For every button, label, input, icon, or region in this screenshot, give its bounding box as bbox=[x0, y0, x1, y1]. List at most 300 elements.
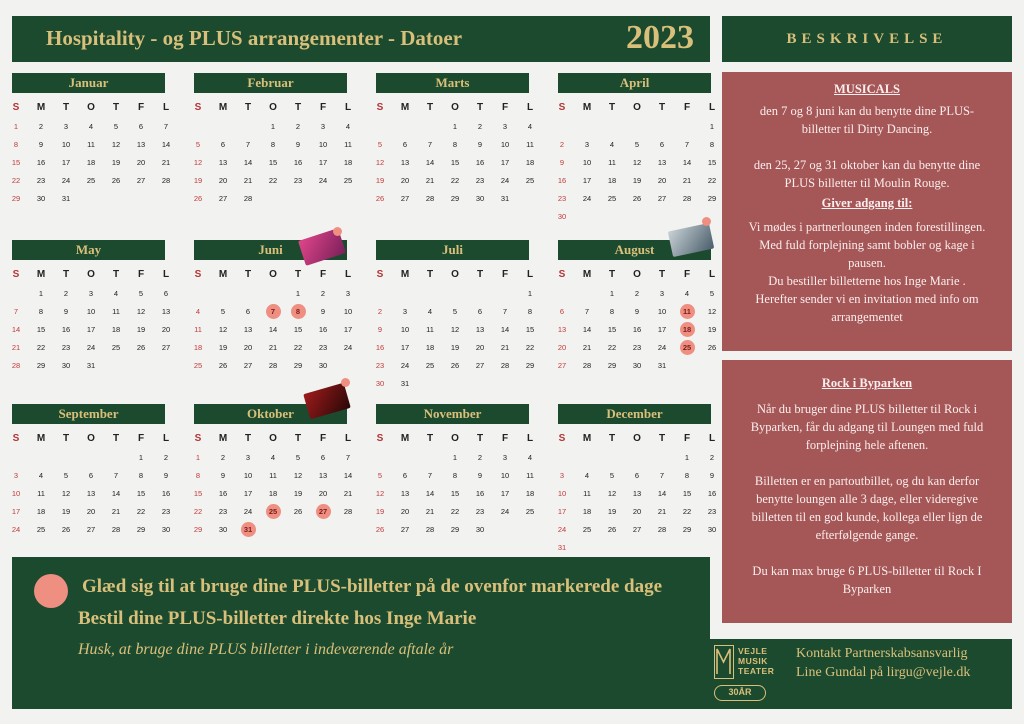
panel-text: den 25, 27 og 31 oktober kan du benytte dine PLUS billetter til Moulin Rouge. bbox=[753, 158, 981, 190]
weekday-label: T bbox=[608, 433, 616, 444]
calendar-day: 21 bbox=[243, 176, 253, 185]
calendar-day: 19 bbox=[111, 158, 121, 167]
calendar-day: 17 bbox=[400, 343, 410, 352]
month-may bbox=[11, 240, 171, 396]
calendar-day: 4 bbox=[345, 122, 351, 131]
weekday-label: T bbox=[658, 269, 666, 280]
month-name: Juli bbox=[376, 240, 529, 260]
calendar-day: 6 bbox=[659, 140, 665, 149]
calendar-day: 21 bbox=[682, 176, 692, 185]
calendar-day: 28 bbox=[500, 361, 510, 370]
weekday-label: O bbox=[451, 433, 459, 444]
calendar-day: 19 bbox=[193, 176, 203, 185]
calendar-day: 9 bbox=[163, 471, 169, 480]
calendar-day: 8 bbox=[270, 140, 276, 149]
calendar-day: 25 bbox=[111, 343, 121, 352]
calendar-day: 14 bbox=[500, 325, 510, 334]
calendar-day: 4 bbox=[527, 122, 533, 131]
calendar-day: 12 bbox=[607, 489, 617, 498]
weekday-label: T bbox=[608, 102, 616, 113]
weekday-label: F bbox=[319, 102, 327, 113]
month-oktober bbox=[193, 404, 353, 560]
calendar-day: 26 bbox=[293, 507, 303, 516]
calendar-day: 25 bbox=[425, 361, 435, 370]
calendar-day: 16 bbox=[557, 176, 567, 185]
calendar-day: 7 bbox=[584, 307, 590, 316]
weekday-label: T bbox=[294, 269, 302, 280]
calendar-day: 13 bbox=[243, 325, 253, 334]
calendar-day: 13 bbox=[161, 307, 171, 316]
calendar-day: 20 bbox=[218, 176, 228, 185]
calendar-day: 22 bbox=[11, 176, 21, 185]
calendar-day: 5 bbox=[377, 471, 383, 480]
calendar-day: 21 bbox=[425, 507, 435, 516]
calendar-day: 28 bbox=[343, 507, 353, 516]
panel-heading: MUSICALS bbox=[834, 82, 900, 96]
calendar-day: 10 bbox=[343, 307, 353, 316]
calendar-day: 27 bbox=[136, 176, 146, 185]
day-grid bbox=[193, 450, 353, 560]
calendar-day: 14 bbox=[161, 140, 171, 149]
calendar-day: 24 bbox=[61, 176, 71, 185]
calendar-day: 24 bbox=[500, 507, 510, 516]
calendar-day: 19 bbox=[293, 489, 303, 498]
month-marts bbox=[375, 73, 535, 229]
day-grid bbox=[557, 286, 717, 396]
calendar-day: 3 bbox=[559, 471, 565, 480]
calendar-day: 31 bbox=[500, 194, 510, 203]
contact-box bbox=[710, 639, 1012, 709]
calendar-day: 8 bbox=[138, 471, 144, 480]
calendar-day: 21 bbox=[425, 176, 435, 185]
calendar-day: 17 bbox=[318, 158, 328, 167]
calendar-day: 14 bbox=[657, 489, 667, 498]
calendar-day: 23 bbox=[475, 507, 485, 516]
calendar-day: 28 bbox=[268, 361, 278, 370]
calendar-day: 22 bbox=[450, 507, 460, 516]
calendar-day: 13 bbox=[400, 489, 410, 498]
calendar-day: 6 bbox=[402, 140, 408, 149]
weekday-header bbox=[558, 430, 716, 450]
calendar-day: 1 bbox=[709, 122, 715, 131]
calendar-day: 18 bbox=[525, 158, 535, 167]
calendar-day: 27 bbox=[475, 361, 485, 370]
calendar-day: 16 bbox=[707, 489, 717, 498]
calendar-day: 17 bbox=[582, 176, 592, 185]
calendar-day: 2 bbox=[377, 307, 383, 316]
calendar-day: 22 bbox=[682, 507, 692, 516]
calendar-day: 16 bbox=[36, 158, 46, 167]
weekday-label: L bbox=[344, 433, 352, 444]
calendar-day: 3 bbox=[659, 289, 665, 298]
weekday-label: T bbox=[112, 433, 120, 444]
calendar-day: 17 bbox=[343, 325, 353, 334]
calendar-day: 15 bbox=[11, 158, 21, 167]
calendar-day: 27 bbox=[86, 525, 96, 534]
day-grid bbox=[557, 450, 717, 560]
calendar-day: 9 bbox=[559, 158, 565, 167]
calendar-day: 15 bbox=[193, 489, 203, 498]
calendar-day: 22 bbox=[268, 176, 278, 185]
weekday-label: M bbox=[36, 102, 46, 113]
calendar-day: 9 bbox=[220, 471, 226, 480]
calendar-day: 7 bbox=[684, 140, 690, 149]
calendar-day: 18 bbox=[268, 489, 278, 498]
weekday-label: S bbox=[376, 433, 384, 444]
highlighted-day: 31 bbox=[241, 522, 256, 537]
calendar-day: 21 bbox=[268, 343, 278, 352]
calendar-day: 24 bbox=[657, 343, 667, 352]
weekday-label: S bbox=[194, 433, 202, 444]
calendar-day: 4 bbox=[195, 307, 201, 316]
calendar-day: 17 bbox=[557, 507, 567, 516]
calendar-day: 13 bbox=[657, 158, 667, 167]
weekday-label: L bbox=[162, 102, 170, 113]
calendar-day: 18 bbox=[525, 489, 535, 498]
calendar-day: 2 bbox=[709, 453, 715, 462]
calendar-day: 8 bbox=[195, 471, 201, 480]
calendar-day: 11 bbox=[526, 140, 534, 149]
calendar-day: 16 bbox=[475, 489, 485, 498]
calendar-day: 19 bbox=[375, 507, 385, 516]
calendar-day: 13 bbox=[218, 158, 228, 167]
calendar-day: 25 bbox=[607, 194, 617, 203]
calendar-day: 3 bbox=[402, 307, 408, 316]
calendar-day: 3 bbox=[502, 122, 508, 131]
calendar-day: 1 bbox=[609, 289, 615, 298]
calendar-day: 13 bbox=[400, 158, 410, 167]
calendar-day: 11 bbox=[608, 158, 616, 167]
calendar-day: 13 bbox=[632, 489, 642, 498]
calendar-day: 3 bbox=[345, 289, 351, 298]
calendar-day: 19 bbox=[632, 176, 642, 185]
calendar-day: 1 bbox=[195, 453, 201, 462]
calendar-day: 31 bbox=[657, 361, 667, 370]
calendar-day: 29 bbox=[193, 525, 203, 534]
calendar-day: 10 bbox=[557, 489, 567, 498]
calendar-day: 27 bbox=[400, 525, 410, 534]
weekday-label: L bbox=[708, 102, 716, 113]
calendar-day: 5 bbox=[709, 289, 715, 298]
calendar-day: 29 bbox=[36, 361, 46, 370]
weekday-header bbox=[376, 430, 534, 450]
calendar-day: 4 bbox=[88, 122, 94, 131]
calendar-day: 30 bbox=[61, 361, 71, 370]
weekday-label: M bbox=[582, 269, 592, 280]
calendar-day: 12 bbox=[375, 158, 385, 167]
weekday-label: M bbox=[400, 269, 410, 280]
calendar-day: 19 bbox=[218, 343, 228, 352]
calendar-day: 30 bbox=[632, 361, 642, 370]
marker-dot-icon bbox=[34, 574, 68, 608]
calendar-day: 27 bbox=[557, 361, 567, 370]
calendar-day: 18 bbox=[343, 158, 353, 167]
calendar-day: 2 bbox=[38, 122, 44, 131]
calendar-day: 22 bbox=[450, 176, 460, 185]
calendar-day: 19 bbox=[707, 325, 717, 334]
calendar-day: 16 bbox=[218, 489, 228, 498]
calendar-day: 2 bbox=[634, 289, 640, 298]
calendar-day: 3 bbox=[502, 453, 508, 462]
weekday-label: T bbox=[294, 102, 302, 113]
calendar-day: 8 bbox=[609, 307, 615, 316]
calendar-day: 4 bbox=[113, 289, 119, 298]
calendar-day: 6 bbox=[138, 122, 144, 131]
calendar-day: 24 bbox=[400, 361, 410, 370]
calendar-day: 31 bbox=[86, 361, 96, 370]
weekday-label: F bbox=[319, 269, 327, 280]
calendar-day: 12 bbox=[61, 489, 71, 498]
weekday-label: S bbox=[558, 102, 566, 113]
weekday-label: L bbox=[344, 269, 352, 280]
highlighted-day: 27 bbox=[316, 504, 331, 519]
weekday-label: M bbox=[582, 102, 592, 113]
calendar-day: 23 bbox=[557, 194, 567, 203]
weekday-label: F bbox=[501, 269, 509, 280]
weekday-label: T bbox=[62, 433, 70, 444]
calendar-day: 2 bbox=[477, 122, 483, 131]
calendar-day: 1 bbox=[452, 453, 458, 462]
calendar-day: 29 bbox=[136, 525, 146, 534]
calendar-day: 28 bbox=[582, 361, 592, 370]
weekday-label: T bbox=[244, 102, 252, 113]
calendar-day: 29 bbox=[11, 194, 21, 203]
calendar-day: 5 bbox=[113, 122, 119, 131]
month-name: August bbox=[558, 240, 711, 260]
calendar-day: 20 bbox=[557, 343, 567, 352]
calendar-day: 21 bbox=[11, 343, 21, 352]
weekday-label: L bbox=[708, 433, 716, 444]
weekday-label: S bbox=[376, 269, 384, 280]
calendar-day: 15 bbox=[36, 325, 46, 334]
calendar-day: 16 bbox=[293, 158, 303, 167]
calendar-day: 7 bbox=[345, 453, 351, 462]
month-name: May bbox=[12, 240, 165, 260]
calendar-day: 10 bbox=[657, 307, 667, 316]
calendar-day: 8 bbox=[709, 140, 715, 149]
calendar-day: 10 bbox=[11, 489, 21, 498]
calendar-day: 28 bbox=[111, 525, 121, 534]
weekday-label: F bbox=[319, 433, 327, 444]
calendar-day: 9 bbox=[709, 471, 715, 480]
calendar-day: 1 bbox=[138, 453, 144, 462]
calendar-day: 5 bbox=[377, 140, 383, 149]
calendar-day: 24 bbox=[11, 525, 21, 534]
weekday-header bbox=[194, 99, 352, 119]
calendar-day: 30 bbox=[375, 379, 385, 388]
day-grid bbox=[11, 286, 171, 396]
calendar-day: 20 bbox=[318, 489, 328, 498]
weekday-label: T bbox=[244, 433, 252, 444]
weekday-label: T bbox=[426, 102, 434, 113]
calendar-day: 14 bbox=[11, 325, 21, 334]
calendar-day: 4 bbox=[427, 307, 433, 316]
calendar-day: 23 bbox=[475, 176, 485, 185]
weekday-label: F bbox=[137, 433, 145, 444]
weekday-label: S bbox=[558, 433, 566, 444]
calendar-day: 2 bbox=[63, 289, 69, 298]
calendar-day: 26 bbox=[193, 194, 203, 203]
weekday-label: F bbox=[501, 102, 509, 113]
panel-heading: Rock i Byparken bbox=[821, 376, 913, 390]
calendar-day: 21 bbox=[582, 343, 592, 352]
logo-text: VEJLE MUSIK TEATER bbox=[738, 646, 775, 676]
weekday-label: S bbox=[376, 102, 384, 113]
weekday-label: L bbox=[162, 433, 170, 444]
title-bar bbox=[12, 16, 710, 62]
calendar-day: 21 bbox=[161, 158, 171, 167]
calendar-day: 5 bbox=[195, 140, 201, 149]
calendar-day: 7 bbox=[427, 140, 433, 149]
calendar-day: 4 bbox=[527, 453, 533, 462]
weekday-label: M bbox=[218, 269, 228, 280]
calendar-day: 8 bbox=[38, 307, 44, 316]
calendar-day: 16 bbox=[475, 158, 485, 167]
month-februar bbox=[193, 73, 353, 229]
calendar-day: 5 bbox=[63, 471, 69, 480]
weekday-label: T bbox=[112, 102, 120, 113]
calendar-day: 7 bbox=[113, 471, 119, 480]
calendar-day: 20 bbox=[632, 507, 642, 516]
contact-line-2: Line Gundal på lirgu@vejle.dk bbox=[796, 665, 971, 680]
calendar-day: 18 bbox=[86, 158, 96, 167]
calendar-day: 21 bbox=[111, 507, 121, 516]
calendar-day: 8 bbox=[527, 307, 533, 316]
calendar-day: 31 bbox=[61, 194, 71, 203]
calendar-day: 26 bbox=[450, 361, 460, 370]
calendar-day: 30 bbox=[218, 525, 228, 534]
calendar-day: 3 bbox=[320, 122, 326, 131]
day-grid bbox=[11, 450, 171, 560]
calendar-day: 27 bbox=[400, 194, 410, 203]
calendar-day: 15 bbox=[136, 489, 146, 498]
calendar-day: 17 bbox=[243, 489, 253, 498]
calendar-day: 1 bbox=[295, 289, 301, 298]
calendar-day: 23 bbox=[375, 361, 385, 370]
calendar-day: 7 bbox=[502, 307, 508, 316]
calendar-day: 19 bbox=[375, 176, 385, 185]
weekday-label: O bbox=[451, 102, 459, 113]
calendar-day: 23 bbox=[161, 507, 171, 516]
calendar-day: 27 bbox=[243, 361, 253, 370]
calendar-day: 8 bbox=[452, 471, 458, 480]
weekday-header bbox=[12, 430, 170, 450]
calendar-day: 1 bbox=[684, 453, 690, 462]
calendar-day: 22 bbox=[136, 507, 146, 516]
calendar-day: 26 bbox=[375, 194, 385, 203]
calendar-day: 20 bbox=[161, 325, 171, 334]
day-grid bbox=[557, 119, 717, 229]
calendar-day: 27 bbox=[632, 525, 642, 534]
highlighted-day: 25 bbox=[680, 340, 695, 355]
contact-line-1: Kontakt Partnerskabsansvarlig bbox=[796, 646, 968, 661]
weekday-label: O bbox=[87, 102, 95, 113]
weekday-label: T bbox=[476, 433, 484, 444]
calendar-day: 17 bbox=[86, 325, 96, 334]
calendar-day: 12 bbox=[218, 325, 228, 334]
calendar-day: 29 bbox=[450, 194, 460, 203]
calendar-day: 11 bbox=[112, 307, 120, 316]
calendar-day: 7 bbox=[163, 122, 169, 131]
calendar-day: 23 bbox=[318, 343, 328, 352]
calendar-day: 9 bbox=[477, 140, 483, 149]
weekday-header bbox=[376, 266, 534, 286]
weekday-label: O bbox=[87, 433, 95, 444]
calendar-day: 25 bbox=[582, 525, 592, 534]
calendar-day: 15 bbox=[525, 325, 535, 334]
calendar-day: 6 bbox=[163, 289, 169, 298]
calendar-day: 19 bbox=[61, 507, 71, 516]
calendar-day: 28 bbox=[161, 176, 171, 185]
weekday-label: F bbox=[137, 269, 145, 280]
calendar-day: 8 bbox=[452, 140, 458, 149]
weekday-label: T bbox=[658, 433, 666, 444]
weekday-label: M bbox=[218, 433, 228, 444]
bottom-line-3: Husk, at bruge dine PLUS billetter i indeværende aftale år bbox=[78, 641, 454, 658]
calendar-day: 22 bbox=[525, 343, 535, 352]
calendar-day: 12 bbox=[375, 489, 385, 498]
calendar-day: 23 bbox=[632, 343, 642, 352]
day-grid bbox=[193, 286, 353, 396]
calendar-day: 8 bbox=[13, 140, 19, 149]
calendar-day: 18 bbox=[582, 507, 592, 516]
calendar-day: 2 bbox=[320, 289, 326, 298]
weekday-label: T bbox=[476, 102, 484, 113]
calendar-day: 10 bbox=[582, 158, 592, 167]
calendar-day: 12 bbox=[632, 158, 642, 167]
calendar-day: 18 bbox=[607, 176, 617, 185]
calendar-day: 24 bbox=[318, 176, 328, 185]
calendar-day: 12 bbox=[293, 471, 303, 480]
page-title: Hospitality - og PLUS arrangementer - Datoer bbox=[46, 26, 463, 50]
calendar-day: 2 bbox=[477, 453, 483, 462]
calendar-day: 31 bbox=[400, 379, 410, 388]
calendar-day: 15 bbox=[682, 489, 692, 498]
calendar-day: 17 bbox=[61, 158, 71, 167]
calendar-day: 3 bbox=[584, 140, 590, 149]
calendar-day: 28 bbox=[682, 194, 692, 203]
calendar-day: 14 bbox=[268, 325, 278, 334]
calendar-day: 16 bbox=[61, 325, 71, 334]
day-grid bbox=[375, 119, 535, 229]
calendar-day: 7 bbox=[427, 471, 433, 480]
calendar-day: 19 bbox=[607, 507, 617, 516]
month-name: April bbox=[558, 73, 711, 93]
calendar-day: 5 bbox=[609, 471, 615, 480]
calendar-day: 19 bbox=[450, 343, 460, 352]
calendar-day: 6 bbox=[477, 307, 483, 316]
calendar-day: 11 bbox=[583, 489, 591, 498]
calendar-day: 15 bbox=[607, 325, 617, 334]
weekday-label: L bbox=[344, 102, 352, 113]
calendar-day: 27 bbox=[657, 194, 667, 203]
weekday-header bbox=[558, 266, 716, 286]
bottom-line-2: Bestil dine PLUS-billetter direkte hos Inge Marie bbox=[78, 608, 477, 629]
calendar-day: 8 bbox=[684, 471, 690, 480]
month-april bbox=[557, 73, 717, 229]
calendar-day: 17 bbox=[11, 507, 21, 516]
weekday-label: O bbox=[633, 269, 641, 280]
calendar-day: 30 bbox=[707, 525, 717, 534]
calendar-day: 30 bbox=[475, 194, 485, 203]
weekday-label: L bbox=[526, 269, 534, 280]
calendar-day: 15 bbox=[293, 325, 303, 334]
highlighted-day: 11 bbox=[680, 304, 695, 319]
calendar-day: 14 bbox=[582, 325, 592, 334]
calendar-day: 23 bbox=[293, 176, 303, 185]
calendar-day: 24 bbox=[582, 194, 592, 203]
calendar-day: 9 bbox=[477, 471, 483, 480]
